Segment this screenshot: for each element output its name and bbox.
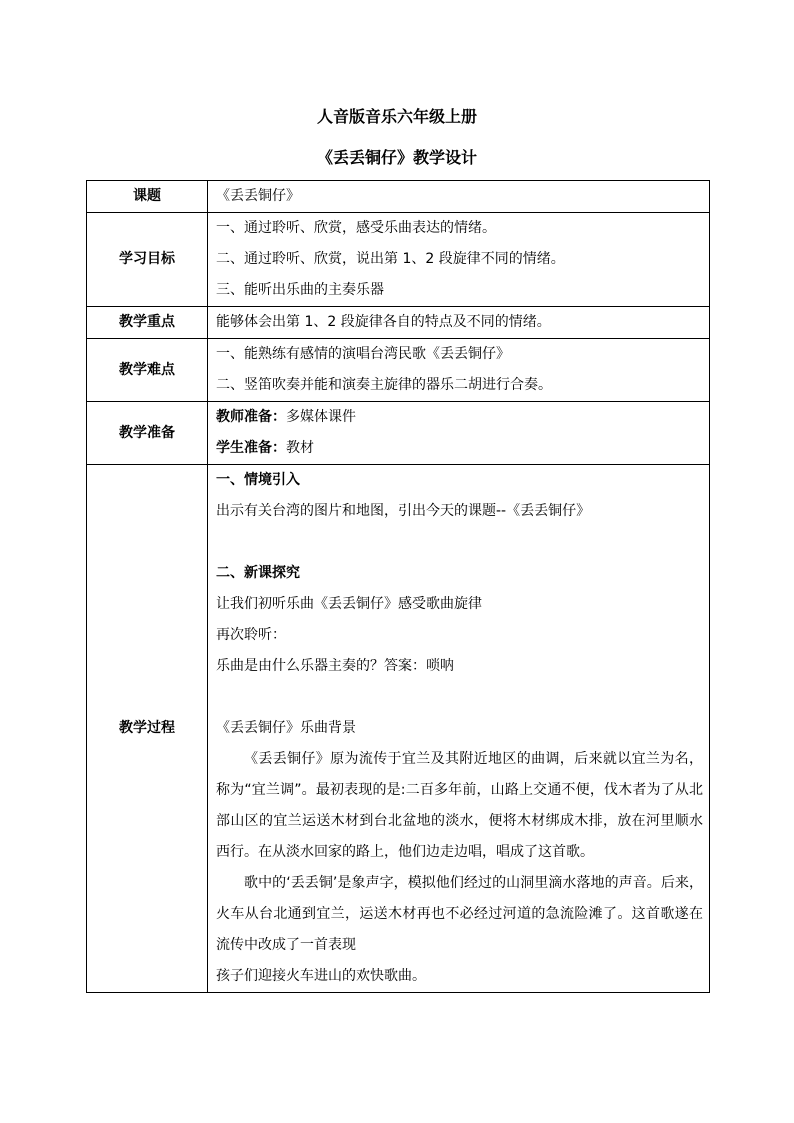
difficulty-item: 二、竖笛吹奏并能和演奏主旋律的器乐二胡进行合奏。: [216, 377, 552, 393]
key-points-text: 能够体会出第 1、2 段旋律各自的特点及不同的情绪。: [216, 314, 551, 330]
teacher-preparation-label: 教师准备：: [216, 409, 286, 425]
spacer: [216, 682, 703, 713]
teacher-preparation-value: 多媒体课件: [286, 409, 356, 425]
section-text: 让我们初听乐曲《丢丢铜仔》感受歌曲旋律: [216, 596, 482, 612]
preparation-content: [208, 402, 710, 465]
section-text: 再次聆听：: [216, 627, 286, 643]
row-process: [87, 465, 710, 993]
difficulties-label: 教学难点: [87, 339, 208, 402]
key-points-content: [208, 307, 710, 339]
process-content: [208, 465, 710, 993]
background-paragraph-end: 孩子们迎接火车进山的欢快歌曲。: [216, 968, 426, 984]
key-points-label: 教学重点: [87, 307, 208, 339]
objective-item: 二、通过聆听、欣赏，说出第 1、2 段旋律不同的情绪。: [216, 251, 565, 267]
difficulty-item: 一、能熟练有感情的演唱台湾民歌《丢丢铜仔》: [216, 346, 510, 362]
section-text: 出示有关台湾的图片和地图，引出今天的课题--《丢丢铜仔》: [216, 503, 591, 519]
lesson-plan-table: [86, 180, 710, 993]
preparation-label: 教学准备: [87, 402, 208, 465]
topic-value: [208, 181, 710, 213]
objectives-label: 学习目标: [87, 213, 208, 307]
objective-item: 一、通过聆听、欣赏，感受乐曲表达的情绪。: [216, 220, 496, 236]
student-preparation-label: 学生准备：: [216, 440, 286, 456]
topic-text: 《丢丢铜仔》: [216, 188, 300, 204]
student-preparation-value: 教材: [286, 440, 314, 456]
spacer: [216, 527, 703, 558]
row-key-points: [87, 307, 710, 339]
section-heading: 二、新课探究: [216, 565, 300, 581]
process-label: 教学过程: [87, 465, 208, 993]
document-title: 人音版音乐六年级上册: [316, 107, 477, 126]
document-subtitle: 《丢丢铜仔》教学设计: [316, 148, 477, 167]
topic-label: 课题: [87, 181, 208, 213]
row-objectives: [87, 213, 710, 307]
objective-item: 三、能听出乐曲的主奏乐器: [216, 282, 384, 298]
row-preparation: [87, 402, 710, 465]
objectives-content: [208, 213, 710, 307]
background-title: 《丢丢铜仔》乐曲背景: [216, 720, 356, 736]
background-paragraph: 《丢丢铜仔》原为流传于宜兰及其附近地区的曲调，后来就以宜兰为名，称为“宜兰调”。最初表现的是:二百多年前，山路上交通不便，伐木者为了从北部山区的宜兰运送木材到台北盆地的淡水，便将木材绑成木排，放在河里顺水西行。在从淡水回家的路上，他们边走边唱，唱成了这首歌。: [216, 751, 703, 860]
section-heading: 一、情境引入: [216, 472, 300, 488]
section-text: 乐曲是由什么乐器主奏的？答案：唢呐: [216, 658, 454, 674]
row-difficulties: [87, 339, 710, 402]
row-topic: [87, 181, 710, 213]
teacher-preparation: [216, 402, 703, 433]
difficulties-content: [208, 339, 710, 402]
student-preparation: [216, 433, 703, 464]
background-paragraph: 歌中的‘丢丢铜’是象声字，模拟他们经过的山洞里滴水落地的声音。后来，火车从台北通到宜兰，运送木材再也不必经过河道的急流险滩了。这首歌遂在流传中改成了一首表现: [216, 875, 703, 953]
